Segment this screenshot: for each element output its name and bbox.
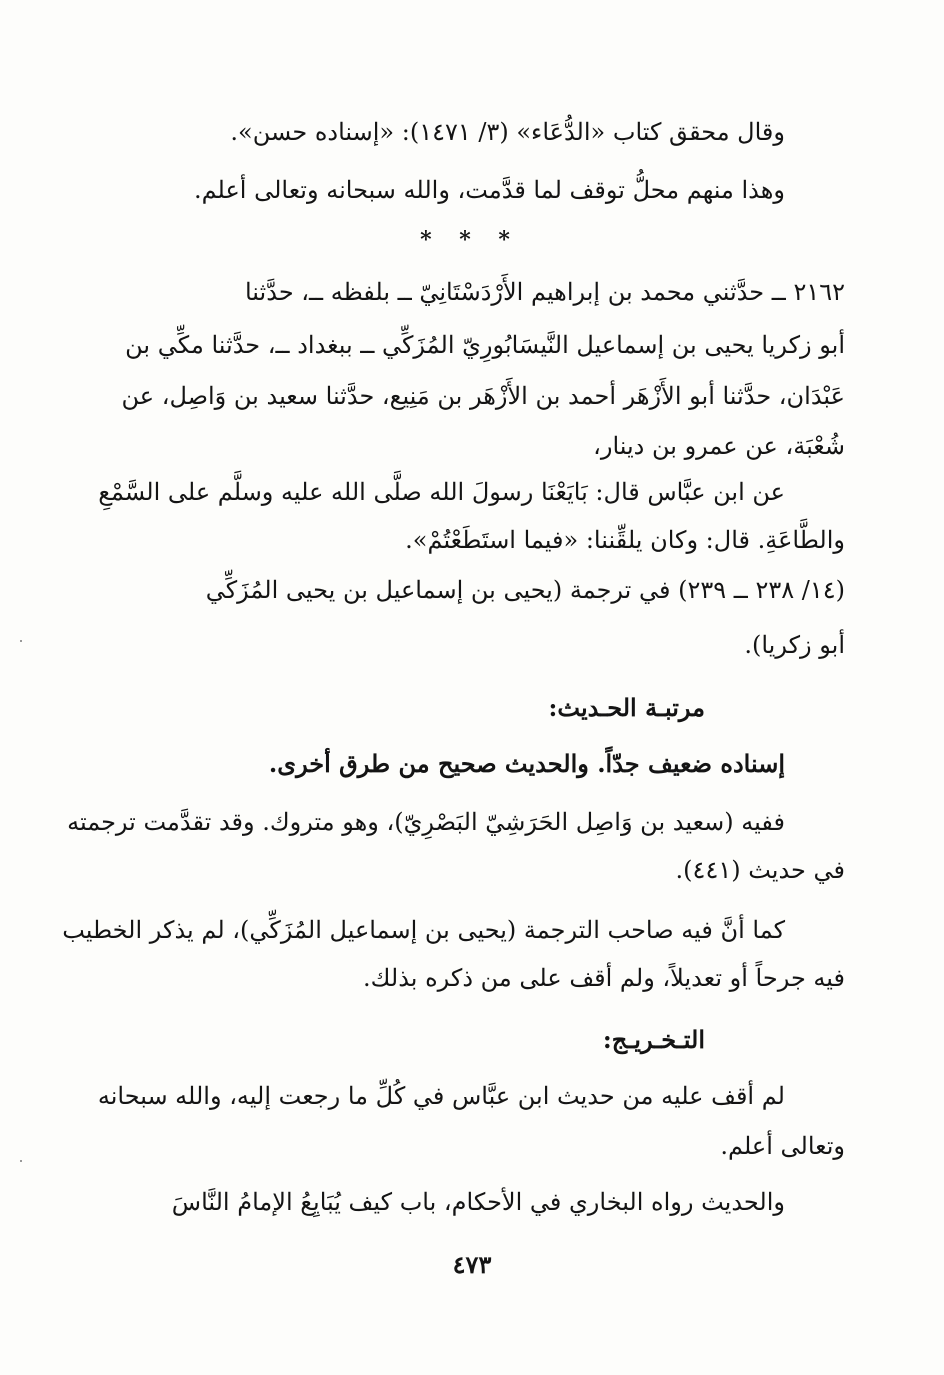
hadith-line-1: ٢١٦٢ ــ حدَّثني محمد بن إبراهيم الأَرْدَسْتَانِيّ ــ بلفظه ــ، حدَّثنا	[244, 278, 845, 306]
scan-speck	[20, 640, 22, 642]
section-separator: * * *	[420, 227, 520, 253]
hadith-line-4: شُعْبَة، عن عمرو بن دينار،	[593, 432, 845, 460]
matn-line-1: عن ابن عبَّاس قال: بَايَعْنَا رسولَ الله صلَّى الله عليه وسلَّم على السَّمْعِ	[98, 478, 785, 506]
page-number: ٤٧٣	[452, 1250, 492, 1279]
takhrij-line-1: لم أقف عليه من حديث ابن عبَّاس في كُلِّ ما رجعت إليه، والله سبحانه	[97, 1082, 785, 1110]
takhrij-line-3: والحديث رواه البخاري في الأحكام، باب كيف يُبَايِعُ الإمامُ النَّاسَ	[171, 1188, 785, 1216]
takhrij-line-2: وتعالى أعلم.	[720, 1132, 845, 1160]
rank-line-2: في حديث (٤٤١).	[675, 856, 845, 884]
scan-speck	[20, 1160, 22, 1162]
rank-line-3: كما أنَّ فيه صاحب الترجمة (يحيى بن إسماعيل المُزَكِّي)، لم يذكر الخطيب	[62, 916, 785, 944]
text-line-1: وقال محقق كتاب «الدُّعَاء» (٣/ ١٤٧١): «إسناده حسن».	[230, 118, 785, 146]
hadith-line-3: عَبْدَان، حدَّثنا أبو الأَزْهَر أحمد بن الأَزْهَر بن مَنِيع، حدَّثنا سعيد بن وَاصِل، عن	[121, 382, 845, 410]
source-line-2: أبو زكريا).	[744, 631, 845, 659]
rank-line-1: ففيه (سعيد بن وَاصِل الحَرَشِيّ البَصْرِيّ)، وهو متروك. وقد تقدَّمت ترجمته	[67, 808, 785, 836]
heading-hadith-rank: مرتبـة الحـديث:	[548, 693, 705, 722]
text-line-2: وهذا منهم محلُّ توقف لما قدَّمت، والله سبحانه وتعالى أعلم.	[193, 176, 785, 204]
hadith-line-2: أبو زكريا يحيى بن إسماعيل النَّيسَابُورِيّ المُزَكِّي ــ ببغداد ــ، حدَّثنا مكِّي بن	[125, 331, 845, 359]
rank-line-4: فيه جرحاً أو تعديلاً، ولم أقف على من ذكره بذلك.	[363, 964, 845, 992]
heading-takhrij: التـخـريـج:	[602, 1025, 705, 1054]
rank-verdict: إسناده ضعيف جدّاً. والحديث صحيح من طرق أخرى.	[268, 749, 785, 778]
page-body	[62, 95, 845, 1295]
matn-line-2: والطَّاعَةِ. قال: وكان يلقِّننا: «فيما استَطَعْتُمْ».	[405, 526, 845, 554]
source-line-1: (١٤/ ٢٣٨ ــ ٢٣٩) في ترجمة (يحيى بن إسماعيل بن يحيى المُزَكِّي	[205, 576, 845, 604]
